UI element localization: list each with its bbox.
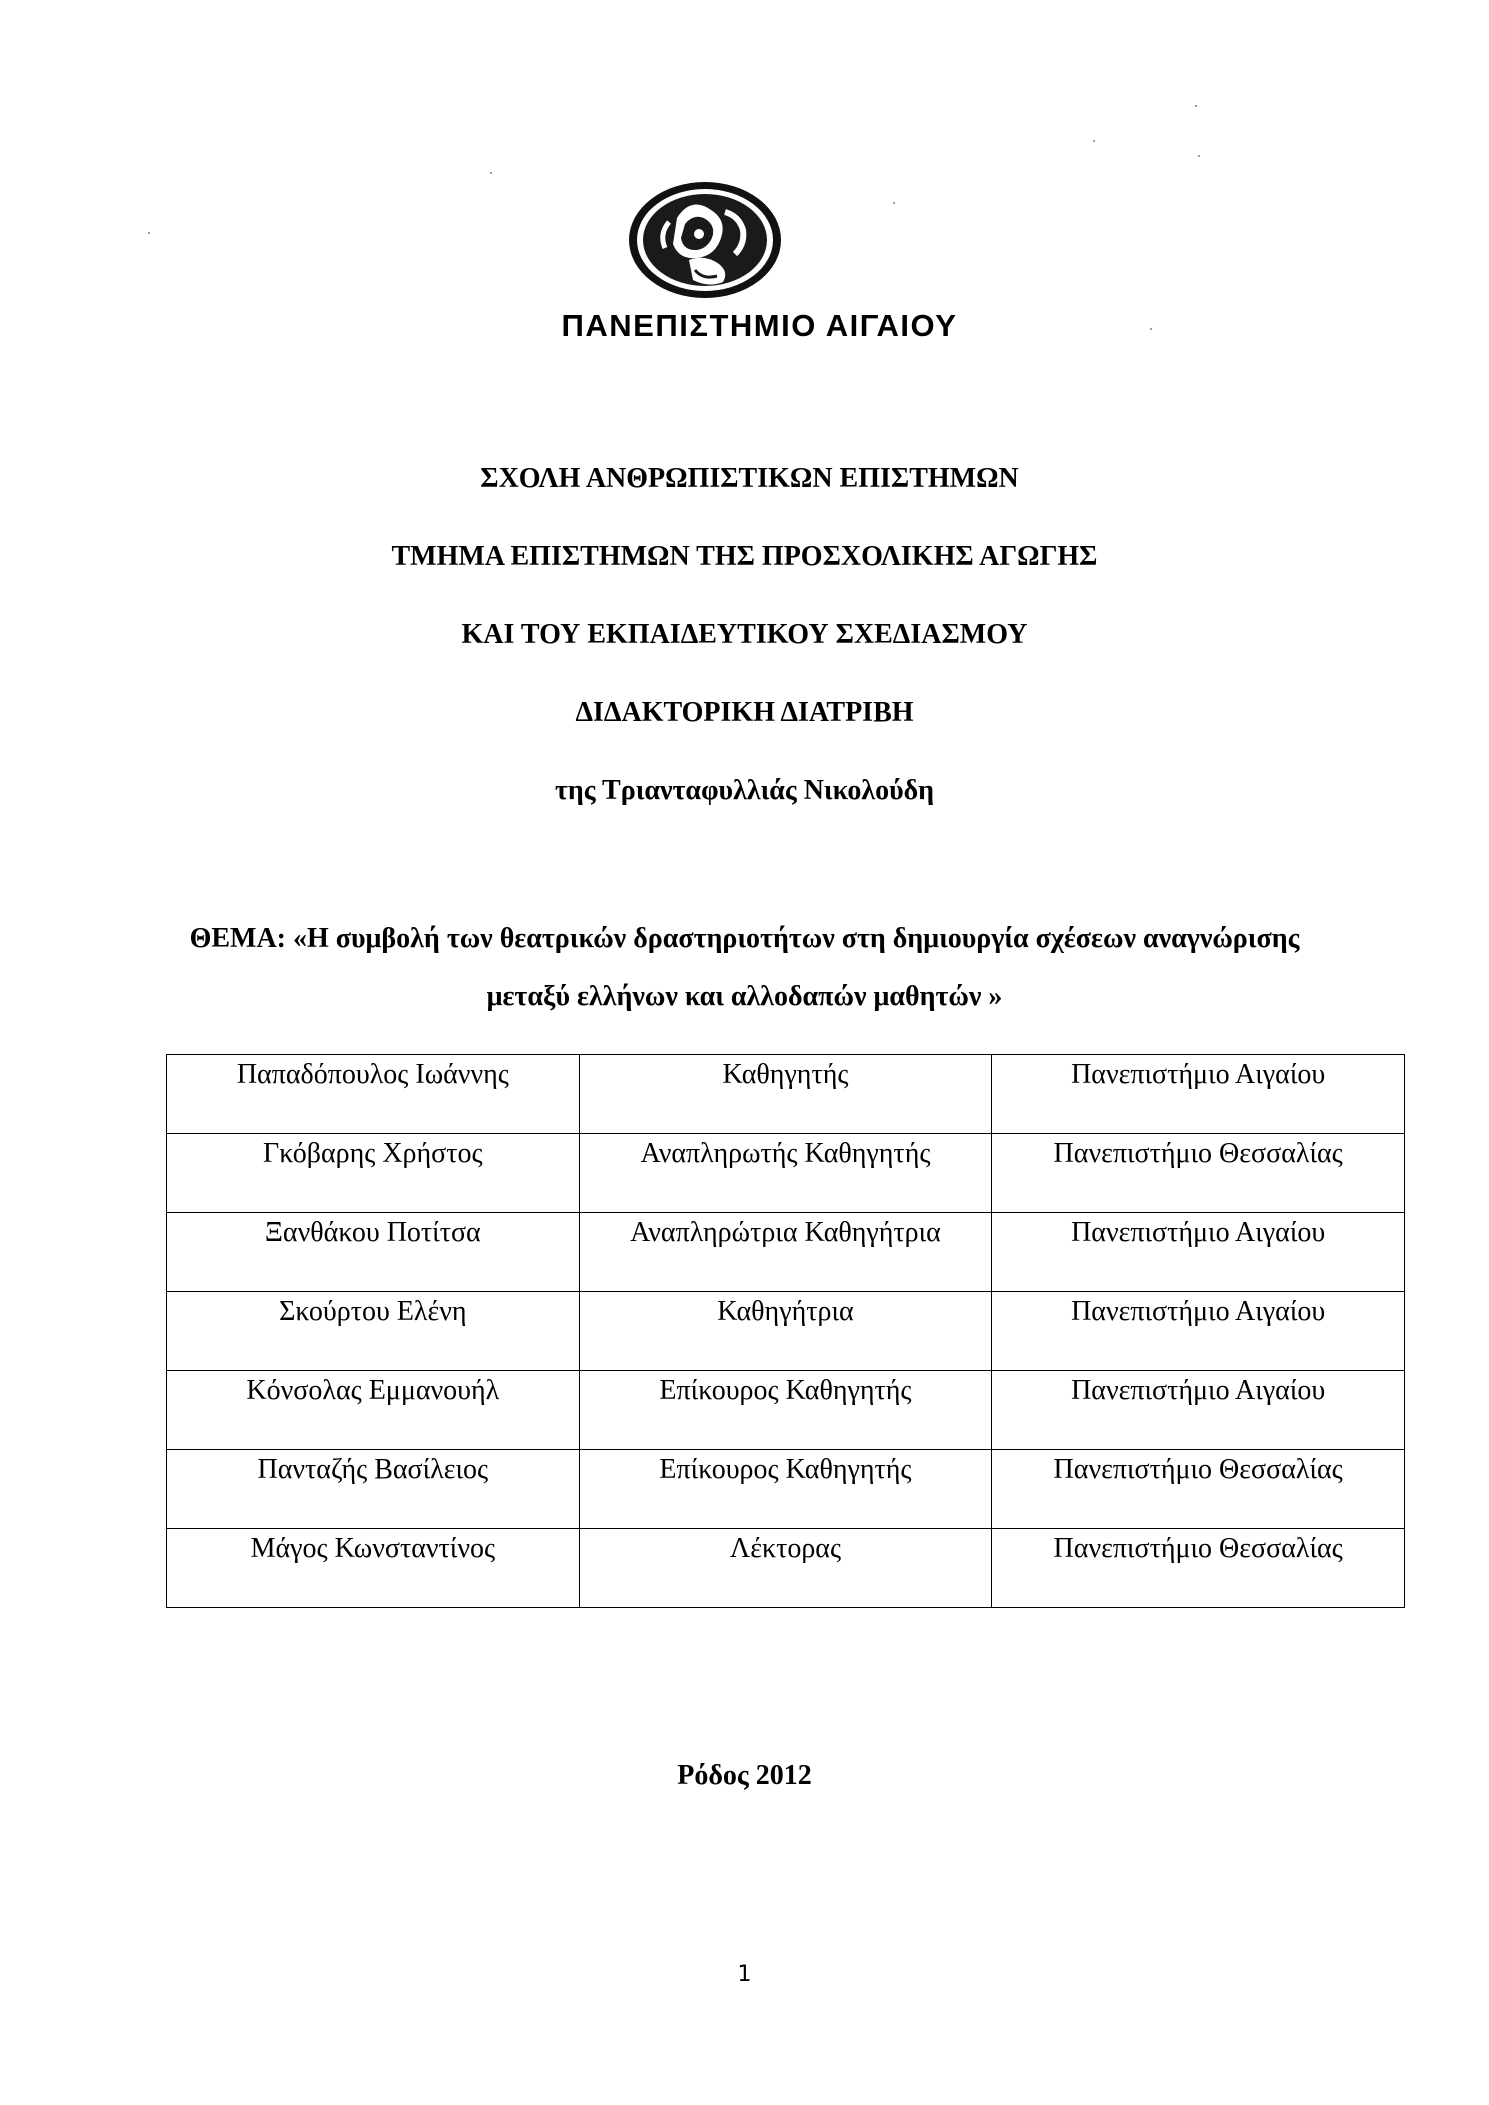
scan-speck <box>148 232 150 234</box>
member-institution: Πανεπιστήμιο Θεσσαλίας <box>992 1450 1405 1529</box>
committee-table <box>166 1054 1405 1608</box>
table-row <box>167 1529 1405 1608</box>
member-name: Παπαδόπουλος Ιωάννης <box>167 1055 580 1134</box>
table-row <box>167 1134 1405 1213</box>
school-name: ΣΧΟΛΗ ΑΝΘΡΩΠΙΣΤΙΚΩΝ ΕΠΙΣΤΗΜΩΝ <box>480 463 1019 494</box>
member-name: Ξανθάκου Ποτίτσα <box>167 1213 580 1292</box>
page-number: 1 <box>737 1962 752 1987</box>
university-seal-icon <box>625 178 785 303</box>
scan-speck <box>1198 155 1200 157</box>
member-rank: Λέκτορας <box>579 1529 992 1608</box>
place-and-year: Ρόδος 2012 <box>677 1760 812 1791</box>
author-line: της Τριανταφυλλιάς Νικολούδη <box>554 775 935 806</box>
member-institution: Πανεπιστήμιο Αιγαίου <box>992 1055 1405 1134</box>
thesis-topic-line-1: ΘΕΜΑ: «Η συμβολή των θεατρικών δραστηριοτήτων στη δημιουργία σχέσεων αναγνώρισης <box>189 923 1300 954</box>
university-name: ΠΑΝΕΠΙΣΤΗΜΙΟ ΑΙΓΑΙΟΥ <box>561 308 958 343</box>
member-rank: Επίκουρος Καθηγητής <box>579 1371 992 1450</box>
member-rank: Καθηγήτρια <box>579 1292 992 1371</box>
scan-speck <box>490 172 492 174</box>
member-name: Πανταζής Βασίλειος <box>167 1450 580 1529</box>
department-line-2: ΚΑΙ ΤΟΥ ΕΚΠΑΙΔΕΥΤΙΚΟΥ ΣΧΕΔΙΑΣΜΟΥ <box>461 619 1028 650</box>
member-institution: Πανεπιστήμιο Θεσσαλίας <box>992 1134 1405 1213</box>
member-institution: Πανεπιστήμιο Αιγαίου <box>992 1213 1405 1292</box>
table-row <box>167 1450 1405 1529</box>
scan-speck <box>1093 140 1095 142</box>
member-rank: Αναπληρωτής Καθηγητής <box>579 1134 992 1213</box>
member-name: Μάγος Κωνσταντίνος <box>167 1529 580 1608</box>
thesis-topic-line-2: μεταξύ ελλήνων και αλλοδαπών μαθητών » <box>486 981 1003 1012</box>
member-institution: Πανεπιστήμιο Αιγαίου <box>992 1292 1405 1371</box>
member-rank: Επίκουρος Καθηγητής <box>579 1450 992 1529</box>
table-row <box>167 1213 1405 1292</box>
member-name: Σκούρτου Ελένη <box>167 1292 580 1371</box>
department-line-1: ΤΜΗΜΑ ΕΠΙΣΤΗΜΩΝ ΤΗΣ ΠΡΟΣΧΟΛΙΚΗΣ ΑΓΩΓΗΣ <box>391 541 1098 572</box>
scan-speck <box>1195 105 1197 107</box>
member-institution: Πανεπιστήμιο Θεσσαλίας <box>992 1529 1405 1608</box>
table-row <box>167 1292 1405 1371</box>
member-name: Γκόβαρης Χρήστος <box>167 1134 580 1213</box>
table-row <box>167 1055 1405 1134</box>
scan-speck <box>1150 328 1152 330</box>
document-type: ΔΙΔΑΚΤΟΡΙΚΗ ΔΙΑΤΡΙΒΗ <box>575 697 914 728</box>
member-rank: Αναπληρώτρια Καθηγήτρια <box>579 1213 992 1292</box>
member-name: Κόνσολας Εμμανουήλ <box>167 1371 580 1450</box>
scan-speck <box>893 202 895 204</box>
table-row <box>167 1371 1405 1450</box>
member-rank: Καθηγητής <box>579 1055 992 1134</box>
member-institution: Πανεπιστήμιο Αιγαίου <box>992 1371 1405 1450</box>
